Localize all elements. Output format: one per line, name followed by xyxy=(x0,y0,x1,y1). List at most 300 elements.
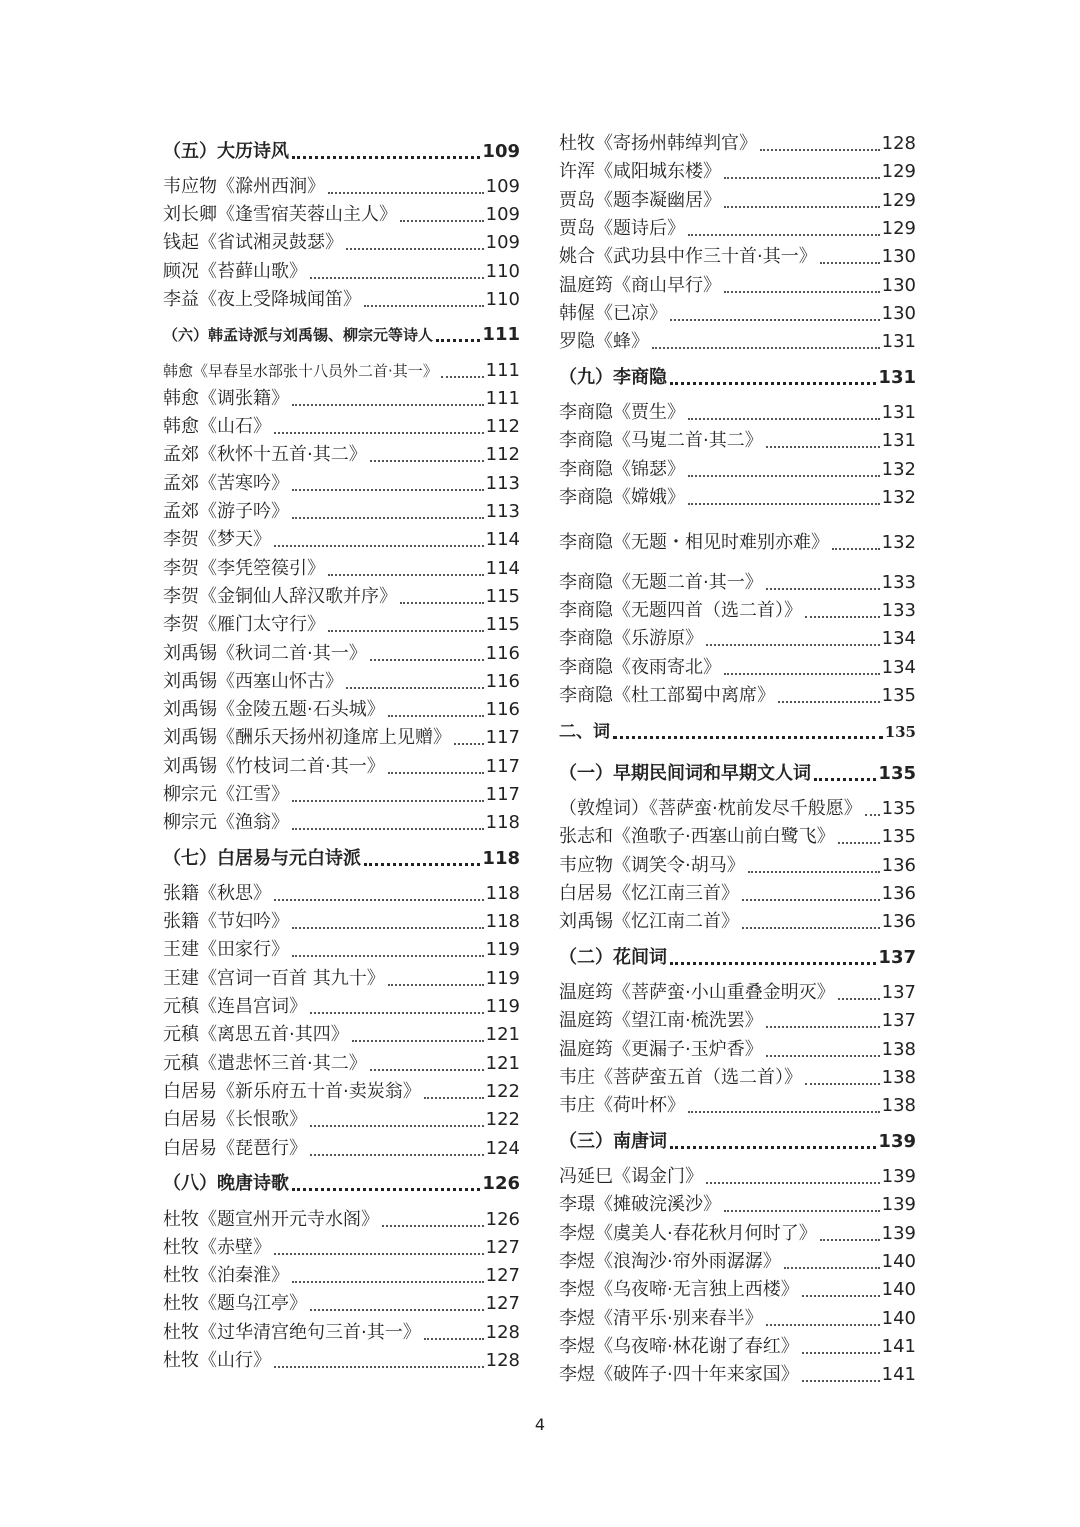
leader-dots xyxy=(274,544,484,547)
leader-dots xyxy=(292,827,484,830)
toc-entry[interactable] xyxy=(163,557,520,581)
toc-entry[interactable] xyxy=(559,910,916,934)
toc-title: 李商隐《马嵬二首·其二》 xyxy=(559,430,763,451)
toc-entry[interactable] xyxy=(559,684,916,708)
toc-title: 李商隐《杜工部蜀中离席》 xyxy=(559,685,775,706)
toc-page: 135 xyxy=(881,826,916,847)
toc-page: 126 xyxy=(482,1173,520,1194)
toc-entry[interactable] xyxy=(163,1236,520,1260)
toc-title: 刘长卿《逢雪宿芙蓉山主人》 xyxy=(163,204,397,225)
toc-page: 109 xyxy=(485,176,520,197)
leader-dots xyxy=(292,155,480,159)
leader-dots xyxy=(766,1054,880,1057)
toc-page: 131 xyxy=(881,331,916,352)
leader-dots xyxy=(706,643,880,646)
leader-dots xyxy=(454,742,484,745)
toc-entry[interactable] xyxy=(559,1094,916,1118)
leader-dots xyxy=(805,615,880,618)
toc-entry[interactable] xyxy=(163,1023,520,1047)
toc-heading[interactable] xyxy=(559,720,916,744)
leader-dots xyxy=(688,417,880,420)
toc-title: 姚合《武功县中作三十首·其一》 xyxy=(559,246,817,267)
leader-dots xyxy=(688,233,880,236)
toc-page: 138 xyxy=(881,1095,916,1116)
toc-page: 117 xyxy=(485,756,520,777)
toc-title: 韦庄《荷叶杯》 xyxy=(559,1095,685,1116)
leader-dots xyxy=(778,700,880,703)
leader-dots xyxy=(670,1145,876,1149)
toc-page: 140 xyxy=(881,1308,916,1329)
toc-title: 温庭筠《商山早行》 xyxy=(559,275,721,296)
toc-entry[interactable] xyxy=(559,330,916,354)
toc-heading[interactable] xyxy=(559,366,916,390)
toc-entry[interactable] xyxy=(163,1137,520,1161)
toc-page: 135 xyxy=(881,798,916,819)
toc-entry[interactable] xyxy=(559,1193,916,1217)
toc-entry[interactable] xyxy=(559,160,916,184)
toc-entry[interactable] xyxy=(559,981,916,1005)
leader-dots xyxy=(328,573,484,576)
toc-title: 韦应物《调笑令·胡马》 xyxy=(559,855,745,876)
toc-page: 136 xyxy=(881,855,916,876)
leader-dots xyxy=(670,318,880,321)
toc-page: 113 xyxy=(485,473,520,494)
toc-page: 117 xyxy=(485,784,520,805)
toc-entry[interactable] xyxy=(163,472,520,496)
leader-dots xyxy=(370,459,484,462)
toc-entry[interactable] xyxy=(163,1292,520,1316)
toc-entry[interactable] xyxy=(163,260,520,284)
toc-page: 115 xyxy=(485,614,520,635)
toc-heading[interactable] xyxy=(559,1130,916,1154)
toc-page: 118 xyxy=(485,911,520,932)
leader-dots xyxy=(388,714,484,717)
toc-entry[interactable] xyxy=(163,1264,520,1288)
toc-page: 129 xyxy=(881,161,916,182)
toc-title: 李煜《浪淘沙·帘外雨潺潺》 xyxy=(559,1251,781,1272)
toc-entry[interactable] xyxy=(559,401,916,425)
leader-dots xyxy=(292,1280,484,1283)
toc-entry[interactable] xyxy=(559,486,916,510)
toc-entry[interactable] xyxy=(163,670,520,694)
toc-entry[interactable] xyxy=(559,1278,916,1302)
toc-page: 118 xyxy=(482,848,520,869)
toc-entry[interactable] xyxy=(559,882,916,906)
toc-entry[interactable] xyxy=(559,1165,916,1189)
toc-page: 121 xyxy=(485,1024,520,1045)
leader-dots xyxy=(292,1187,480,1191)
toc-page: 141 xyxy=(881,1336,916,1357)
toc-page: 139 xyxy=(881,1223,916,1244)
toc-entry[interactable] xyxy=(163,288,520,312)
toc-title: 韩愈《山石》 xyxy=(163,416,271,437)
leader-dots xyxy=(748,870,880,873)
toc-title: （九）李商隐 xyxy=(559,367,667,388)
toc-title: 李商隐《夜雨寄北》 xyxy=(559,657,721,678)
leader-dots xyxy=(310,1153,484,1156)
toc-heading[interactable] xyxy=(163,1172,520,1196)
toc-entry[interactable] xyxy=(163,585,520,609)
toc-page: 137 xyxy=(881,982,916,1003)
toc-entry[interactable] xyxy=(163,500,520,524)
toc-entry[interactable] xyxy=(163,882,520,906)
toc-title: 李商隐《无题・相见时难别亦难》 xyxy=(559,532,829,553)
toc-page: 121 xyxy=(485,1053,520,1074)
toc-entry[interactable] xyxy=(163,613,520,637)
toc-entry[interactable] xyxy=(163,443,520,467)
toc-title: 李贺《金铜仙人辞汉歌并序》 xyxy=(163,586,397,607)
toc-entry[interactable] xyxy=(559,1222,916,1246)
toc-entry[interactable] xyxy=(559,458,916,482)
leader-dots xyxy=(613,735,883,739)
toc-page: 127 xyxy=(485,1293,520,1314)
leader-dots xyxy=(328,191,484,194)
toc-title: 白居易《长恨歌》 xyxy=(163,1109,307,1130)
toc-entry[interactable] xyxy=(559,531,916,555)
toc-page: 114 xyxy=(485,558,520,579)
toc-entry[interactable] xyxy=(163,528,520,552)
leader-dots xyxy=(838,841,880,844)
toc-page: 110 xyxy=(485,261,520,282)
toc-entry[interactable] xyxy=(559,1009,916,1033)
leader-dots xyxy=(424,1096,484,1099)
toc-title: 李益《夜上受降城闻笛》 xyxy=(163,289,361,310)
toc-title: 张籍《节妇吟》 xyxy=(163,911,289,932)
leader-dots xyxy=(346,686,484,689)
toc-page: 133 xyxy=(881,600,916,621)
toc-title: 孟郊《秋怀十五首·其二》 xyxy=(163,444,367,465)
leader-dots xyxy=(274,1252,484,1255)
toc-page: 128 xyxy=(485,1322,520,1343)
toc-title: 温庭筠《更漏子·玉炉香》 xyxy=(559,1039,763,1060)
toc-title: （一）早期民间词和早期文人词 xyxy=(559,763,811,784)
toc-entry[interactable] xyxy=(163,231,520,255)
toc-entry[interactable] xyxy=(559,274,916,298)
toc-title: 李商隐《无题二首·其一》 xyxy=(559,572,763,593)
toc-page: 109 xyxy=(482,141,520,162)
toc-title: 李煜《虞美人·春花秋月何时了》 xyxy=(559,1223,817,1244)
toc-entry[interactable] xyxy=(163,203,520,227)
toc-entry[interactable] xyxy=(559,1066,916,1090)
toc-title: 李贺《雁门太守行》 xyxy=(163,614,325,635)
toc-title: （七）白居易与元白诗派 xyxy=(163,848,361,869)
toc-title: 杜牧《泊秦淮》 xyxy=(163,1265,289,1286)
toc-page: 138 xyxy=(881,1039,916,1060)
toc-title: 杜牧《题宣州开元寺水阁》 xyxy=(163,1209,379,1230)
toc-page: 116 xyxy=(485,699,520,720)
leader-dots xyxy=(766,587,880,590)
toc-title: 杜牧《过华清宫绝句三首·其一》 xyxy=(163,1322,421,1343)
toc-title: 李贺《李凭箜篌引》 xyxy=(163,558,325,579)
toc-title: 杜牧《赤壁》 xyxy=(163,1237,271,1258)
toc-entry[interactable] xyxy=(163,1080,520,1104)
leader-dots xyxy=(424,1337,484,1340)
toc-title: 元稹《离思五首·其四》 xyxy=(163,1024,349,1045)
toc-entry[interactable] xyxy=(163,938,520,962)
leader-dots xyxy=(292,516,484,519)
leader-dots xyxy=(724,672,880,675)
leader-dots xyxy=(724,176,880,179)
toc-page: 130 xyxy=(881,275,916,296)
toc-entry[interactable] xyxy=(163,1321,520,1345)
toc-entry[interactable] xyxy=(163,1208,520,1232)
toc-title: 柳宗元《渔翁》 xyxy=(163,812,289,833)
leader-dots xyxy=(346,247,484,250)
leader-dots xyxy=(724,290,880,293)
leader-dots xyxy=(388,983,484,986)
leader-dots xyxy=(670,961,876,965)
toc-title: 李璟《摊破浣溪沙》 xyxy=(559,1194,721,1215)
toc-entry[interactable] xyxy=(163,811,520,835)
leader-dots xyxy=(274,431,484,434)
toc-entry[interactable] xyxy=(163,783,520,807)
leader-dots xyxy=(802,1351,880,1354)
toc-title: 李商隐《嫦娥》 xyxy=(559,487,685,508)
toc-entry[interactable] xyxy=(559,797,916,821)
toc-entry[interactable] xyxy=(559,1250,916,1274)
leader-dots xyxy=(310,1308,484,1311)
toc-title: 贾岛《题诗后》 xyxy=(559,218,685,239)
toc-entry[interactable] xyxy=(163,726,520,750)
leader-dots xyxy=(274,1365,484,1368)
toc-entry[interactable] xyxy=(559,1363,916,1387)
toc-heading[interactable] xyxy=(163,847,520,871)
toc-entry[interactable] xyxy=(163,1052,520,1076)
leader-dots xyxy=(802,1379,880,1382)
toc-heading[interactable] xyxy=(559,946,916,970)
toc-page: 119 xyxy=(485,996,520,1017)
toc-page: 137 xyxy=(878,947,916,968)
leader-dots xyxy=(352,1039,484,1042)
toc-page: 116 xyxy=(485,671,520,692)
toc-entry[interactable] xyxy=(559,627,916,651)
toc-entry[interactable] xyxy=(559,302,916,326)
toc-entry[interactable] xyxy=(163,755,520,779)
toc-page: 116 xyxy=(485,643,520,664)
toc-page: 132 xyxy=(881,459,916,480)
toc-page: 137 xyxy=(881,1010,916,1031)
leader-dots xyxy=(652,346,880,349)
toc-entry[interactable] xyxy=(163,1108,520,1132)
toc-page: 109 xyxy=(485,204,520,225)
toc-entry[interactable] xyxy=(559,656,916,680)
toc-title: 柳宗元《江雪》 xyxy=(163,784,289,805)
toc-page: 134 xyxy=(881,657,916,678)
toc-title: （三）南唐词 xyxy=(559,1131,667,1152)
toc-entry[interactable] xyxy=(163,642,520,666)
toc-title: （二）花间词 xyxy=(559,947,667,968)
toc-title: 李贺《梦天》 xyxy=(163,529,271,550)
toc-entry[interactable] xyxy=(163,359,520,383)
leader-dots xyxy=(838,997,880,1000)
leader-dots xyxy=(742,898,880,901)
toc-page: 119 xyxy=(485,939,520,960)
toc-title: 顾况《苔藓山歌》 xyxy=(163,261,307,282)
toc-page: 111 xyxy=(485,360,520,381)
leader-dots xyxy=(688,1110,880,1113)
toc-entry[interactable] xyxy=(163,175,520,199)
leader-dots xyxy=(364,304,484,307)
toc-title: 温庭筠《菩萨蛮·小山重叠金明灭》 xyxy=(559,982,835,1003)
toc-page: 129 xyxy=(881,218,916,239)
toc-title: 李煜《清平乐·别来春半》 xyxy=(559,1308,763,1329)
leader-dots xyxy=(706,1181,880,1184)
toc-heading[interactable] xyxy=(559,762,916,786)
toc-entry[interactable] xyxy=(163,415,520,439)
leader-dots xyxy=(784,1266,880,1269)
toc-page: 111 xyxy=(485,388,520,409)
toc-title: 刘禹锡《竹枝词二首·其一》 xyxy=(163,756,385,777)
toc-page: 135 xyxy=(881,685,916,706)
toc-page: 139 xyxy=(878,1131,916,1152)
toc-page: 135 xyxy=(884,723,916,741)
toc-page: 129 xyxy=(881,190,916,211)
toc-heading[interactable] xyxy=(163,140,520,164)
toc-page: 135 xyxy=(878,763,916,784)
leader-dots xyxy=(742,926,880,929)
leader-dots xyxy=(292,799,484,802)
toc-page: 128 xyxy=(881,133,916,154)
toc-title: 韩愈《调张籍》 xyxy=(163,388,289,409)
toc-entry[interactable] xyxy=(559,245,916,269)
toc-entry[interactable] xyxy=(163,1349,520,1373)
toc-title: 元稹《连昌宫词》 xyxy=(163,996,307,1017)
leader-dots xyxy=(760,148,880,151)
leader-dots xyxy=(370,658,484,661)
toc-title: 韩愈《早春呈水部张十八员外二首·其一》 xyxy=(163,362,438,380)
toc-page: 140 xyxy=(881,1251,916,1272)
toc-title: 白居易《新乐府五十首·卖炭翁》 xyxy=(163,1081,421,1102)
leader-dots xyxy=(292,488,484,491)
toc-entry[interactable] xyxy=(559,825,916,849)
leader-dots xyxy=(766,1323,880,1326)
toc-entry[interactable] xyxy=(559,1307,916,1331)
toc-entry[interactable] xyxy=(559,1335,916,1359)
toc-entry[interactable] xyxy=(163,995,520,1019)
leader-dots xyxy=(724,1209,880,1212)
toc-title: （五）大历诗风 xyxy=(163,141,289,162)
toc-title: 钱起《省试湘灵鼓瑟》 xyxy=(163,232,343,253)
toc-title: 张志和《渔歌子·西塞山前白鹭飞》 xyxy=(559,826,835,847)
toc-page: 111 xyxy=(482,324,520,345)
toc-page: 115 xyxy=(485,586,520,607)
toc-page: 136 xyxy=(881,883,916,904)
toc-title: 刘禹锡《西塞山怀古》 xyxy=(163,671,343,692)
toc-page: 131 xyxy=(881,402,916,423)
toc-page: 122 xyxy=(485,1109,520,1130)
toc-heading[interactable] xyxy=(163,323,520,347)
toc-title: 刘禹锡《金陵五题·石头城》 xyxy=(163,699,385,720)
toc-entry[interactable] xyxy=(559,189,916,213)
toc-entry[interactable] xyxy=(559,132,916,156)
toc-title: 杜牧《山行》 xyxy=(163,1350,271,1371)
toc-entry[interactable] xyxy=(559,854,916,878)
toc-page: 112 xyxy=(485,444,520,465)
toc-entry[interactable] xyxy=(163,967,520,991)
leader-dots xyxy=(310,1124,484,1127)
leader-dots xyxy=(310,1011,484,1014)
toc-title: 杜牧《寄扬州韩绰判官》 xyxy=(559,133,757,154)
toc-title: 贾岛《题李凝幽居》 xyxy=(559,190,721,211)
toc-page: 131 xyxy=(878,367,916,388)
toc-page: 117 xyxy=(485,727,520,748)
toc-title: 王建《宫词一百首 其九十》 xyxy=(163,968,385,989)
toc-page: 113 xyxy=(485,501,520,522)
leader-dots xyxy=(670,381,876,385)
page-number: 4 xyxy=(534,1415,546,1434)
leader-dots xyxy=(814,777,876,781)
leader-dots xyxy=(766,1025,880,1028)
toc-title: 温庭筠《望江南·梳洗罢》 xyxy=(559,1010,763,1031)
toc-entry[interactable] xyxy=(163,387,520,411)
leader-dots xyxy=(724,205,880,208)
leader-dots xyxy=(364,862,480,866)
toc-title: 李煜《破阵子·四十年来家国》 xyxy=(559,1364,799,1385)
toc-title: 孟郊《苦寒吟》 xyxy=(163,473,289,494)
toc-page: 126 xyxy=(485,1209,520,1230)
toc-page: 140 xyxy=(881,1279,916,1300)
toc-page: 132 xyxy=(881,532,916,553)
leader-dots xyxy=(865,813,880,816)
toc-title: 李煜《乌夜啼·林花谢了春红》 xyxy=(559,1336,799,1357)
toc-entry[interactable] xyxy=(559,599,916,623)
leader-dots xyxy=(832,547,880,550)
toc-entry[interactable] xyxy=(559,429,916,453)
toc-entry[interactable] xyxy=(559,217,916,241)
toc-entry[interactable] xyxy=(163,910,520,934)
toc-entry[interactable] xyxy=(163,698,520,722)
toc-title: 罗隐《蜂》 xyxy=(559,331,649,352)
toc-page: 130 xyxy=(881,303,916,324)
toc-page: 139 xyxy=(881,1194,916,1215)
toc-title: 王建《田家行》 xyxy=(163,939,289,960)
toc-title: 张籍《秋思》 xyxy=(163,883,271,904)
toc-page: 112 xyxy=(485,416,520,437)
leader-dots xyxy=(820,1238,880,1241)
toc-page: 141 xyxy=(881,1364,916,1385)
toc-page: 134 xyxy=(881,628,916,649)
toc-title: 元稹《遣悲怀三首·其二》 xyxy=(163,1053,367,1074)
toc-title: 韩偓《已凉》 xyxy=(559,303,667,324)
leader-dots xyxy=(766,445,880,448)
toc-page: 130 xyxy=(881,246,916,267)
leader-dots xyxy=(382,1224,484,1227)
toc-title: 刘禹锡《秋词二首·其一》 xyxy=(163,643,367,664)
leader-dots xyxy=(292,403,484,406)
toc-title: 韦庄《菩萨蛮五首（选二首）》 xyxy=(559,1067,802,1088)
toc-page: 119 xyxy=(485,968,520,989)
toc-entry[interactable] xyxy=(559,1038,916,1062)
toc-title: 李商隐《无题四首（选二首）》 xyxy=(559,600,802,621)
toc-page: 114 xyxy=(485,529,520,550)
toc-title: 刘禹锡《忆江南二首》 xyxy=(559,911,739,932)
toc-page: 122 xyxy=(485,1081,520,1102)
toc-page: 136 xyxy=(881,911,916,932)
toc-page: 138 xyxy=(881,1067,916,1088)
toc-title: 刘禹锡《酬乐天扬州初逢席上见赠》 xyxy=(163,727,451,748)
toc-title: （六）韩孟诗派与刘禹锡、柳宗元等诗人 xyxy=(163,326,434,344)
toc-title: 李商隐《贾生》 xyxy=(559,402,685,423)
toc-entry[interactable] xyxy=(559,571,916,595)
toc-title: （八）晚唐诗歌 xyxy=(163,1173,289,1194)
toc-page: 131 xyxy=(881,430,916,451)
leader-dots xyxy=(802,1294,880,1297)
toc-page: 133 xyxy=(881,572,916,593)
toc-page: 124 xyxy=(485,1138,520,1159)
toc-title: 冯延巳《谒金门》 xyxy=(559,1166,703,1187)
toc-page: 132 xyxy=(881,487,916,508)
toc-title: 李商隐《乐游原》 xyxy=(559,628,703,649)
